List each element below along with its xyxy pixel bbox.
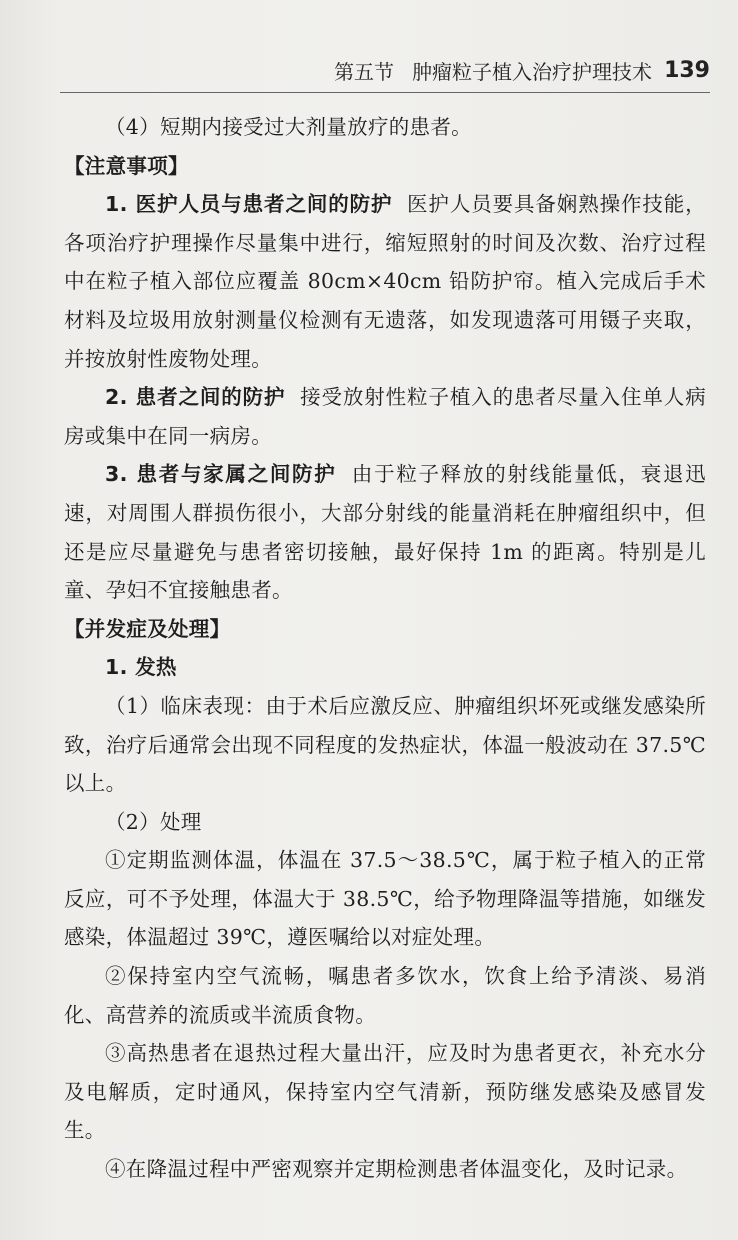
contraindication-item-4: （4）短期内接受过大剂量放疗的患者。 [105,115,472,139]
running-header [60,52,710,88]
precaution-patients-text: 接受放射性粒子植入的患者尽量入住单人病房或集中在同一病房。 [64,385,706,448]
complications-heading: 【并发症及处理】 [64,616,231,641]
precaution-staff-text: 医护人员要具备娴熟操作技能，各项治疗护理操作尽量集中进行，缩短照射的时间及次数、治疗过程中在粒子植入部位应覆盖 80cm×40cm 铅防护帘。植入完成后手术材料及垃圾用放射测量仪检测有无遗落，如发现遗落可用镊子夹取，并按放射性废物处理。 [64,192,706,371]
precaution-family-text: 由于粒子释放的射线能量低，衰退迅速，对周围人群损伤很小，大部分射线的能量消耗在肿瘤组织中，但还是应尽量避免与患者密切接触，最好保持 1m 的距离。特别是儿童、孕妇不宜接触患者。 [64,462,706,603]
section-number: 第五节 [334,59,395,84]
fever-clinical: （1）临床表现：由于术后应激反应、肿瘤组织坏死或继发感染所致，治疗后通常会出现不同程度的发热症状，体温一般波动在 37.5℃以上。 [64,693,706,796]
fever-title: 1. 发热 [105,655,177,680]
page-body [64,108,706,1189]
treatment-step-3: ③高热患者在退热过程大量出汗，应及时为患者更衣，补充水分及电解质，定时通风，保持室内空气清新，预防继发感染及感冒发生。 [64,1041,706,1143]
treatment-step-1: ①定期监测体温，体温在 37.5～38.5℃，属于粒子植入的正常反应，可不予处理，体温大于 38.5℃，给予物理降温等措施，如继发感染，体温超过 39℃，遵医嘱给以对症处理。 [64,848,706,950]
precautions-heading: 【注意事项】 [64,153,189,178]
treatment-step-2: ②保持室内空气流畅，嘱患者多饮水，饮食上给予清淡、易消化、高营养的流质或半流质食物。 [64,964,706,1027]
precaution-patients-title: 2. 患者之间的防护 [105,385,286,410]
precaution-family-title: 3. 患者与家属之间防护 [105,462,337,487]
treatment-step-4: ④在降温过程中严密观察并定期检测患者体温变化，及时记录。 [105,1157,688,1182]
precaution-staff-title: 1. 医护人员与患者之间的防护 [105,192,393,217]
precaution-family-paragraph [64,455,706,609]
precaution-patients-paragraph [64,378,706,455]
fever-treatment-heading: （2）处理 [105,809,202,834]
page-number: 139 [664,57,710,83]
section-title: 肿瘤粒子植入治疗护理技术 [412,59,653,84]
header-rule [60,92,710,93]
precaution-staff-paragraph [64,185,706,378]
